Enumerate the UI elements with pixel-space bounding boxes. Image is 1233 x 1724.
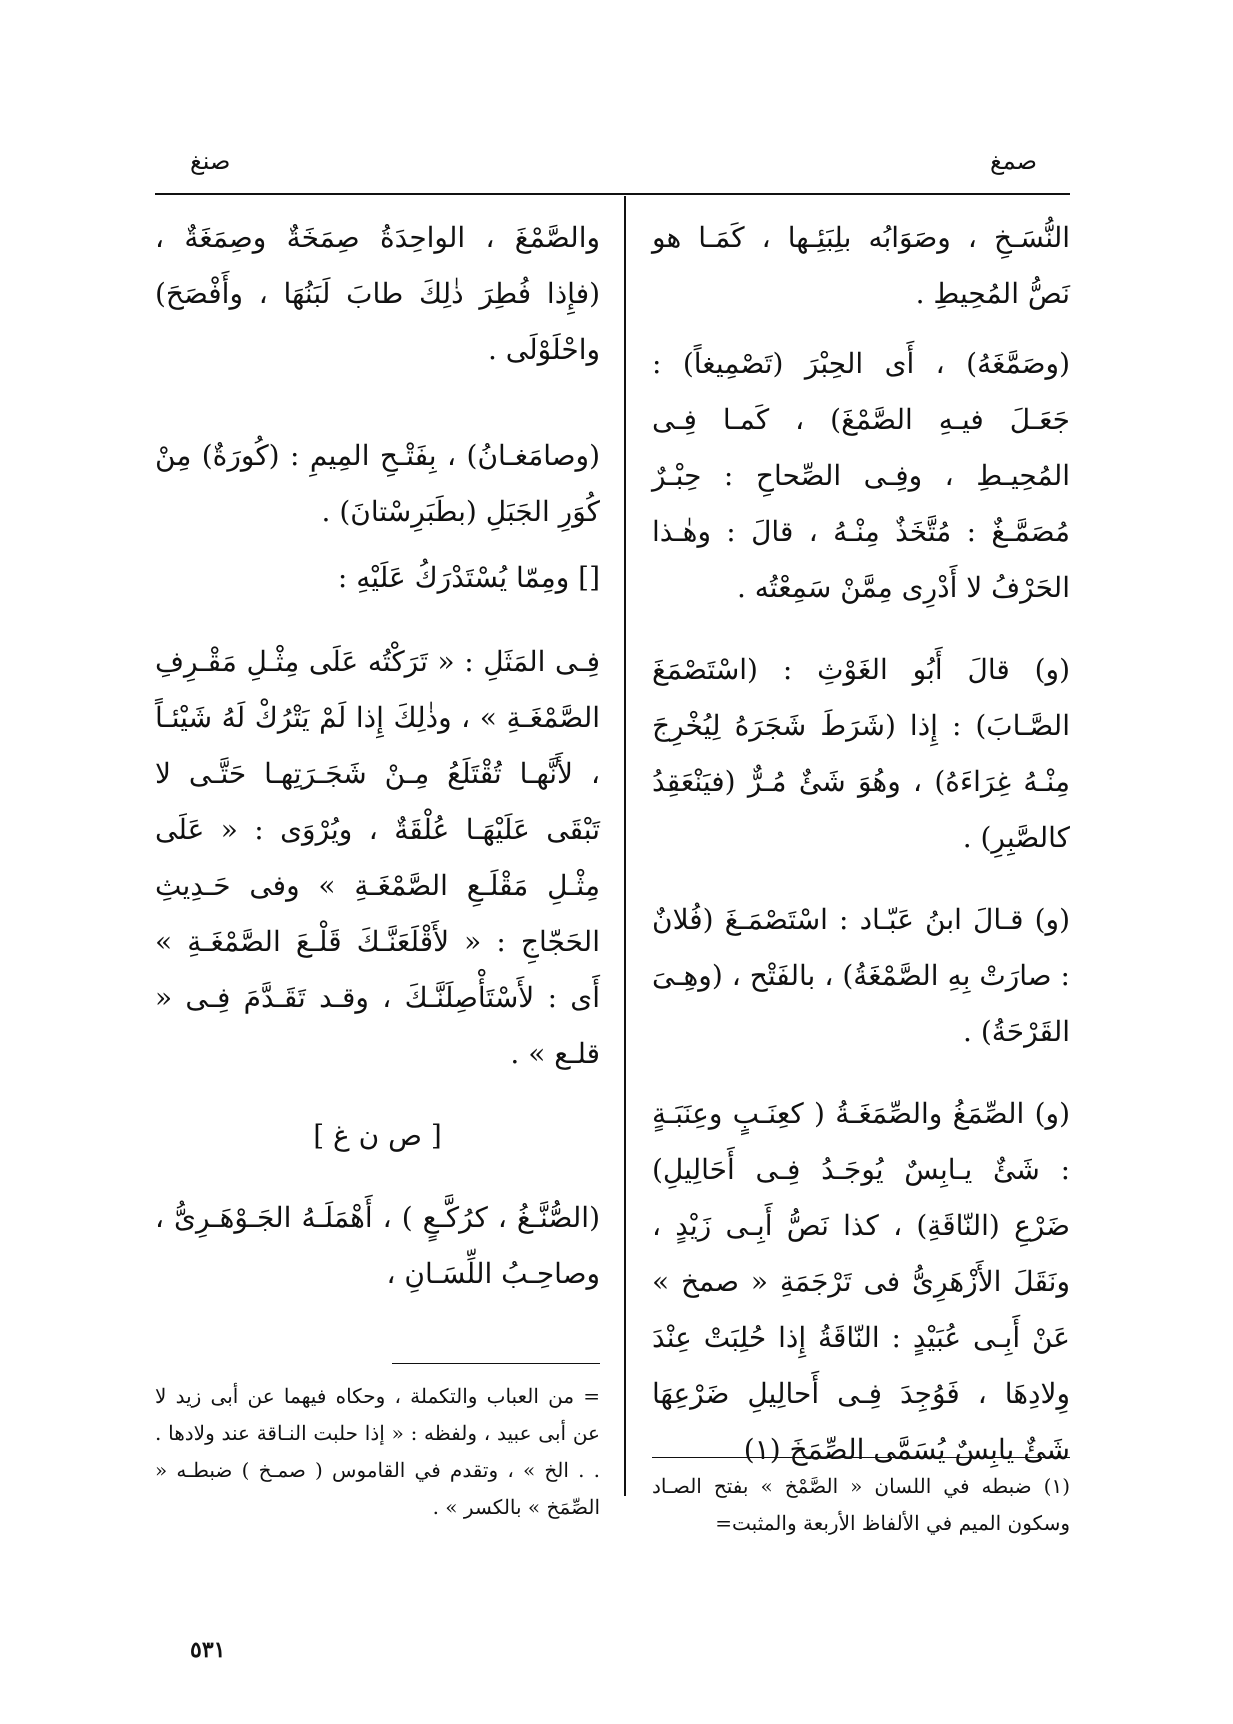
running-header-left: صنغ bbox=[190, 147, 231, 175]
left-paragraph-6: (الصُّنَّـغُ ، كرُكَّـعٍ ) ، أَهْمَلَـهُ الجَـوْهَـرِىُّ ، وصاحِـبُ اللِّسَـانِ ، bbox=[155, 1201, 600, 1290]
right-paragraph-5: (و) الصِّمَغُ والصِّمَغَـةُ ( كعِنَـبٍ وعِنَبَـةٍ : شَئٌ يـابِسٌ يُوجَـدُ فِـى أَحَالِيلِ) ضَرْعِ (النّاقَةِ) ، كذا نَصُّ أَبِـى زَيْدٍ ، ونَقَلَ الأَزْهَرِىُّ فى تَرْجَمَةِ « صمخ » عَنْ أَبِـى عُبَيْدٍ : النّاقَةُ إِذا حُلِبَتْ عِنْدَ وِلادِهَا ، فَوُجِدَ فِـى أَحالِيلِ ضَرْعِهَا شَئٌ يابِسٌ يُسَمَّى الصِّمَخَ (١) bbox=[652, 1097, 1070, 1466]
footnote-right: (١) ضبطه في اللسان « الصَّمْخ » بفتح الصـاد وسكون الميم في الألفاظ الأربعة والمثبت= bbox=[652, 1474, 1070, 1535]
right-column bbox=[652, 210, 1070, 1478]
left-paragraph-4: فِـى المَثَلِ : « تَرَكْتُه عَلَى مِثْـلِ مَقْـرِفِ الصَّمْغَـةِ » ، وذٰلِكَ إِذا لَمْ يَتْرُكْ لَهُ شَيْئـاً ، لأَنَّهـا تُقْتَلَعُ مِـنْ شَجَـرَتِهـا حَتَّـى لا تَبْقَى عَلَيْهَـا عُلْقَةٌ ، ويُرْوَى : « عَلَى مِثْـلِ مَقْلَـعِ الصَّمْغَـةِ » وفى حَـدِيثِ الحَجّاجِ : « لأَقْلَعَنَّـكَ قَلْـعَ الصَّمْغَـةِ » أَى : لأَسْتَأْصِلَنَّـكَ ، وقـد تَقَـدَّمَ فِـى « قلـع » . bbox=[155, 645, 600, 1070]
right-paragraph-1: النُّسَـخِ ، وصَوَابُه بلِبَئِـها ، كَمَـا هو نَصُّ المُحِيطِ . bbox=[652, 221, 1070, 310]
left-paragraph-1: والصَّمْغَ ، الواحِدَةُ صِمَخَةٌ وصِمَغَةٌ ، (فإِذا فُطِرَ ذٰلِكَ طابَ لَبَنُهَا ، وأَفْصَحَ) واحْلَوْلَى . bbox=[155, 221, 600, 366]
left-paragraph-3: [] ومِمّا يُسْتَدْرَكُ عَلَيْهِ : bbox=[337, 561, 600, 594]
header-rule bbox=[155, 193, 1070, 195]
left-column bbox=[155, 210, 600, 1302]
entry-heading: [ ص ن غ ] bbox=[313, 1119, 442, 1152]
right-paragraph-3: (و) قالَ أَبُو الغَوْثِ : (اسْتَصْمَغَ الصَّـابَ) : إِذا (شَرَطَ شَجَرَهُ لِيُخْرِجَ مِنْـهُ غِرَاءَهُ) ، وهُوَ شَئٌ مُـرٌّ (فيَنْعَقِدُ كالصَّبِرِ) . bbox=[652, 653, 1070, 854]
right-paragraph-4: (و) قـالَ ابنُ عَبّـاد : اسْتَصْمَـغَ (فُلانٌ : صارَتْ بِهِ الصَّمْغَةُ) ، بالفَتْح ، (وهِـىَ القَرْحَةُ) . bbox=[652, 903, 1070, 1048]
column-divider bbox=[624, 196, 626, 1496]
left-paragraph-2: (وصامَغـانُ) ، بِفَتْـحِ المِيمِ : (كُورَةٌ) مِنْ كُوَرِ الجَبَلِ (بطَبَرِسْتانَ) . bbox=[155, 439, 600, 528]
page-number: ٥٣١ bbox=[190, 1637, 226, 1663]
running-header-right: صمغ bbox=[989, 147, 1037, 175]
footnote-rule-right bbox=[652, 1457, 1070, 1458]
footnote-rule-left bbox=[392, 1363, 600, 1364]
right-paragraph-2: (وصَمَّغَهُ) ، أَى الحِبْرَ (تَصْمِيغاً) : جَعَـلَ فيـهِ الصَّمْغَ) ، كَمـا فِـى المُحِيـطِ ، وفِـى الصِّحاحِ : حِبْـرٌ مُصَمَّـغٌ : مُتَّخَذٌ مِنْـهُ ، قالَ : وهٰـذا الحَرْفُ لا أَدْرِى مِمَّنْ سَمِعْتُه . bbox=[652, 347, 1070, 604]
footnote-left: = من العباب والتكملة ، وحكاه فيهما عن أبى زيد لا عن أبى عبيد ، ولفظه : « إذا حلبت النـاقة عند ولادها . . . الخ » ، وتقدم في القاموس ( صمـخ ) ضبطـه « الصِّمَخ » بالكسر » . bbox=[155, 1384, 600, 1519]
